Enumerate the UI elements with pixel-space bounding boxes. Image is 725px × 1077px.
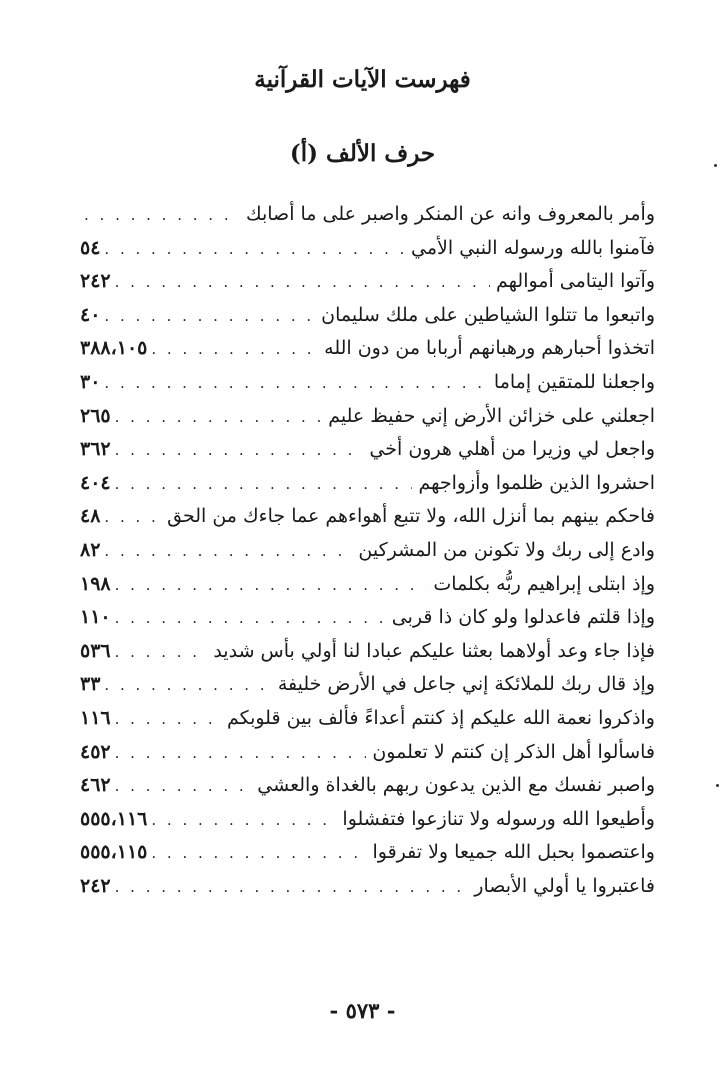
page-references: ٢٤٢ (80, 270, 111, 293)
index-entry (80, 467, 655, 501)
page-references: ٣٠ (80, 370, 101, 393)
index-entry (80, 500, 655, 534)
verse-text: وأطيعوا الله ورسوله ولا تنازعوا فتفشلوا (342, 807, 655, 830)
leader-dots (151, 837, 366, 870)
page-references: ٣٨٨،١٠٥ (80, 337, 148, 360)
index-entry (80, 366, 655, 400)
verse-text: فاحكم بينهم بما أنزل الله، ولا تتبع أهواءهم عما جاءك من الحق (167, 505, 655, 528)
leader-dots (115, 401, 323, 434)
leader-dots (104, 233, 405, 266)
leader-dots (115, 569, 428, 602)
page-references: ٢٦٥ (80, 404, 111, 427)
index-entry (80, 299, 655, 333)
index-entry (80, 803, 655, 837)
leader-dots (115, 434, 364, 467)
page-references: ٥٤ (80, 236, 101, 259)
verse-text: وآتوا اليتامى أموالهم (496, 270, 655, 293)
index-entry (80, 198, 655, 232)
verse-index-list (80, 198, 655, 903)
page-references: ٣٣ (80, 673, 101, 696)
index-entry (80, 836, 655, 870)
verse-text: وإذا قلتم فاعدلوا ولو كان ذا قربى (391, 606, 655, 629)
index-entry (80, 870, 655, 904)
page-references: ٢٤٢ (80, 874, 111, 897)
index-entry (80, 265, 655, 299)
verse-text: اتخذوا أحبارهم ورهبانهم أربابا من دون الله (324, 337, 655, 360)
page-references: ٣٦٢ (80, 438, 111, 461)
index-entry (80, 433, 655, 467)
verse-text: فاعتبروا يا أولي الأبصار (474, 874, 655, 897)
leader-dots (115, 770, 252, 803)
verse-text: وإذ قال ربك للملائكة إني جاعل في الأرض خليفة (277, 673, 655, 696)
leader-dots (115, 266, 490, 299)
verse-text: واذكروا نعمة الله عليكم إذ كنتم أعداءً فألف بين قلوبكم (226, 706, 655, 729)
section-heading: حرف الألف (أ) (289, 140, 436, 167)
scan-speck (716, 784, 719, 787)
page-title: فهرست الآيات القرآنية (254, 66, 471, 93)
verse-text: وادع إلى ربك ولا تكونن من المشركين (358, 538, 655, 561)
page-references: ٤٨ (80, 505, 101, 528)
leader-dots (115, 468, 413, 501)
leader-dots (104, 367, 488, 400)
leader-dots (151, 333, 318, 366)
verse-text: واصبر نفسك مع الذين يدعون ربهم بالغداة والعشي (257, 774, 655, 797)
page-references: ١١٦ (80, 706, 111, 729)
leader-dots (104, 669, 271, 702)
page-references: ٤٥٢ (80, 740, 111, 763)
index-entry (80, 769, 655, 803)
verse-text: اجعلني على خزائن الأرض إني حفيظ عليم (328, 404, 655, 427)
page-references: ١٩٨ (80, 572, 111, 595)
page-references: ٨٢ (80, 538, 101, 561)
leader-dots (84, 199, 240, 232)
page-number: - ٥٧٣ - (329, 998, 396, 1023)
verse-text: وإذ ابتلى إبراهيم ربُّه بكلمات (433, 572, 655, 595)
leader-dots (115, 703, 221, 736)
index-entry (80, 702, 655, 736)
page-references: ٤٠ (80, 303, 101, 326)
page-references: ٥٣٦ (80, 639, 111, 662)
page-references: ٤٦٢ (80, 774, 111, 797)
leader-dots (104, 501, 161, 534)
verse-text: فاسألوا أهل الذكر إن كنتم لا تعلمون (372, 740, 655, 763)
verse-text: فآمنوا بالله ورسوله النبي الأمي (411, 236, 655, 259)
index-entry (80, 534, 655, 568)
index-entry (80, 400, 655, 434)
scan-speck (714, 164, 717, 167)
page-references: ١١٠ (80, 606, 111, 629)
index-entry (80, 568, 655, 602)
index-entry (80, 232, 655, 266)
page-references: ٥٥٥،١١٦ (80, 807, 148, 830)
leader-dots (151, 804, 336, 837)
verse-text: احشروا الذين ظلموا وأزواجهم (418, 471, 655, 494)
page-references: ٤٠٤ (80, 471, 111, 494)
verse-text: واجعل لي وزيرا من أهلي هرون أخي (369, 438, 655, 461)
verse-text: وأمر بالمعروف وانه عن المنكر واصبر على ما أصابك (245, 203, 655, 225)
leader-dots (115, 871, 469, 904)
leader-dots (104, 535, 352, 568)
verse-text: فإذا جاء وعد أولاهما بعثنا عليكم عبادا لنا أولي بأس شديد (213, 639, 655, 662)
index-entry (80, 668, 655, 702)
index-entry (80, 332, 655, 366)
index-entry (80, 736, 655, 770)
index-entry (80, 601, 655, 635)
index-entry (80, 635, 655, 669)
verse-text: واتبعوا ما تتلوا الشياطين على ملك سليمان (321, 303, 655, 326)
leader-dots (115, 737, 367, 770)
leader-dots (104, 300, 315, 333)
page-references: ٥٥٥،١١٥ (80, 841, 148, 864)
verse-text: واجعلنا للمتقين إماما (493, 370, 655, 393)
verse-text: واعتصموا بحبل الله جميعا ولا تفرقوا (372, 841, 655, 864)
leader-dots (115, 636, 208, 669)
leader-dots (115, 602, 386, 635)
